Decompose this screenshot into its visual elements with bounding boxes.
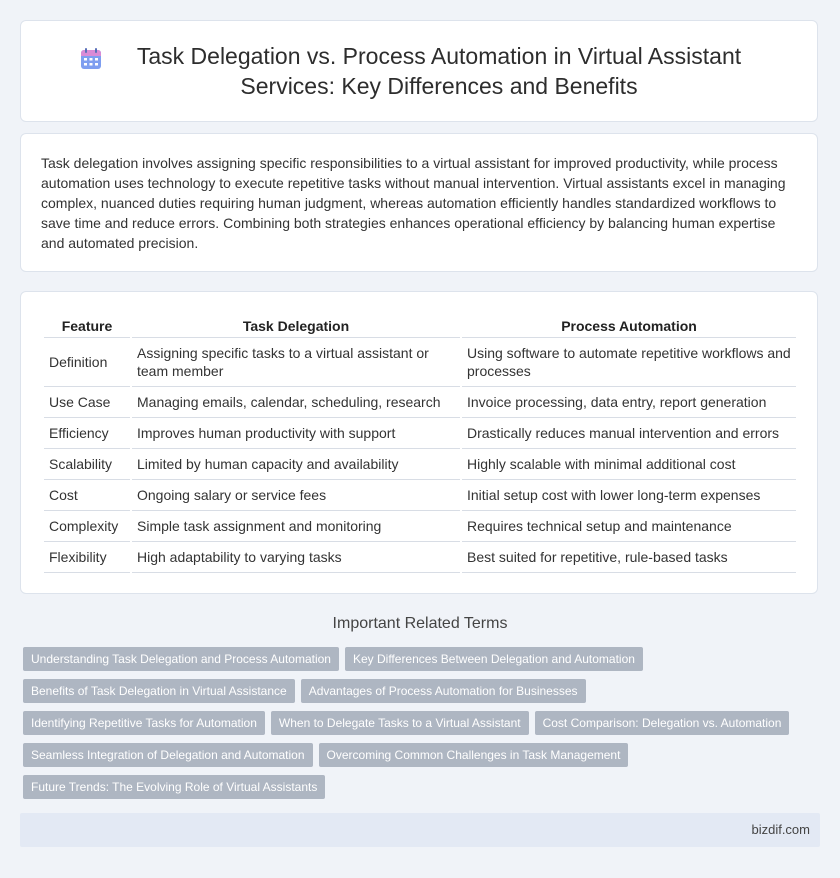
header-feature: Feature xyxy=(44,312,130,338)
table-row xyxy=(44,387,796,418)
page-title: Task Delegation vs. Process Automation in Virtual Assistant Services: Key Differences and Benefits xyxy=(136,43,742,99)
row-task-delegation: Improves human productivity with support xyxy=(132,418,460,449)
table-header-row xyxy=(44,312,796,338)
row-task-delegation: High adaptability to varying tasks xyxy=(132,542,460,573)
row-feature: Use Case xyxy=(44,387,130,418)
related-term-tag[interactable]: Benefits of Task Delegation in Virtual Assistance xyxy=(23,679,295,703)
intro-paragraph: Task delegation involves assigning specific responsibilities to a virtual assistant for improved productivity, while process automation uses technology to execute repetitive tasks without manual intervention. Virtual assistants excel in managing complex, nuanced duties requiring human judgment, whereas automation efficiently handles standardized workflows to save time and reduce errors. Combining both strategies enhances operational efficiency by balancing human expertise and automated precision. xyxy=(41,155,786,251)
row-process-automation: Invoice processing, data entry, report generation xyxy=(462,387,796,418)
related-term-tag[interactable]: Understanding Task Delegation and Process Automation xyxy=(23,647,339,671)
table-row xyxy=(44,511,796,542)
row-process-automation: Highly scalable with minimal additional cost xyxy=(462,449,796,480)
row-process-automation: Best suited for repetitive, rule-based tasks xyxy=(462,542,796,573)
row-feature: Complexity xyxy=(44,511,130,542)
row-task-delegation: Simple task assignment and monitoring xyxy=(132,511,460,542)
row-feature: Definition xyxy=(44,338,130,387)
related-term-tag[interactable]: Seamless Integration of Delegation and Automation xyxy=(23,743,313,767)
related-term-tag[interactable]: Cost Comparison: Delegation vs. Automation xyxy=(535,711,790,735)
table-row xyxy=(44,449,796,480)
table-row xyxy=(44,542,796,573)
row-task-delegation: Managing emails, calendar, scheduling, research xyxy=(132,387,460,418)
row-process-automation: Drastically reduces manual intervention and errors xyxy=(462,418,796,449)
related-term-tag[interactable]: Future Trends: The Evolving Role of Virtual Assistants xyxy=(23,775,325,799)
table-row xyxy=(44,418,796,449)
row-feature: Flexibility xyxy=(44,542,130,573)
row-task-delegation: Assigning specific tasks to a virtual assistant or team member xyxy=(132,338,460,387)
row-process-automation: Initial setup cost with lower long-term expenses xyxy=(462,480,796,511)
related-term-tag[interactable]: Key Differences Between Delegation and Automation xyxy=(345,647,643,671)
related-term-tag[interactable]: When to Delegate Tasks to a Virtual Assistant xyxy=(271,711,529,735)
row-feature: Scalability xyxy=(44,449,130,480)
row-process-automation: Using software to automate repetitive workflows and processes xyxy=(462,338,796,387)
comparison-table xyxy=(42,312,798,573)
related-terms-title: Important Related Terms xyxy=(332,615,508,632)
intro-card xyxy=(20,133,818,272)
row-task-delegation: Ongoing salary or service fees xyxy=(132,480,460,511)
related-terms-list xyxy=(23,647,813,807)
row-task-delegation: Limited by human capacity and availability xyxy=(132,449,460,480)
header-task-delegation: Task Delegation xyxy=(132,312,460,338)
row-process-automation: Requires technical setup and maintenance xyxy=(462,511,796,542)
related-term-tag[interactable]: Identifying Repetitive Tasks for Automation xyxy=(23,711,265,735)
related-term-tag[interactable]: Overcoming Common Challenges in Task Management xyxy=(319,743,629,767)
row-feature: Efficiency xyxy=(44,418,130,449)
table-row xyxy=(44,480,796,511)
footer xyxy=(20,813,820,847)
header-card xyxy=(20,20,818,122)
row-feature: Cost xyxy=(44,480,130,511)
footer-site-link[interactable]: bizdif.com xyxy=(751,822,810,837)
table-row xyxy=(44,338,796,387)
header-process-automation: Process Automation xyxy=(462,312,796,338)
comparison-table-card xyxy=(20,291,818,594)
related-term-tag[interactable]: Advantages of Process Automation for Businesses xyxy=(301,679,586,703)
